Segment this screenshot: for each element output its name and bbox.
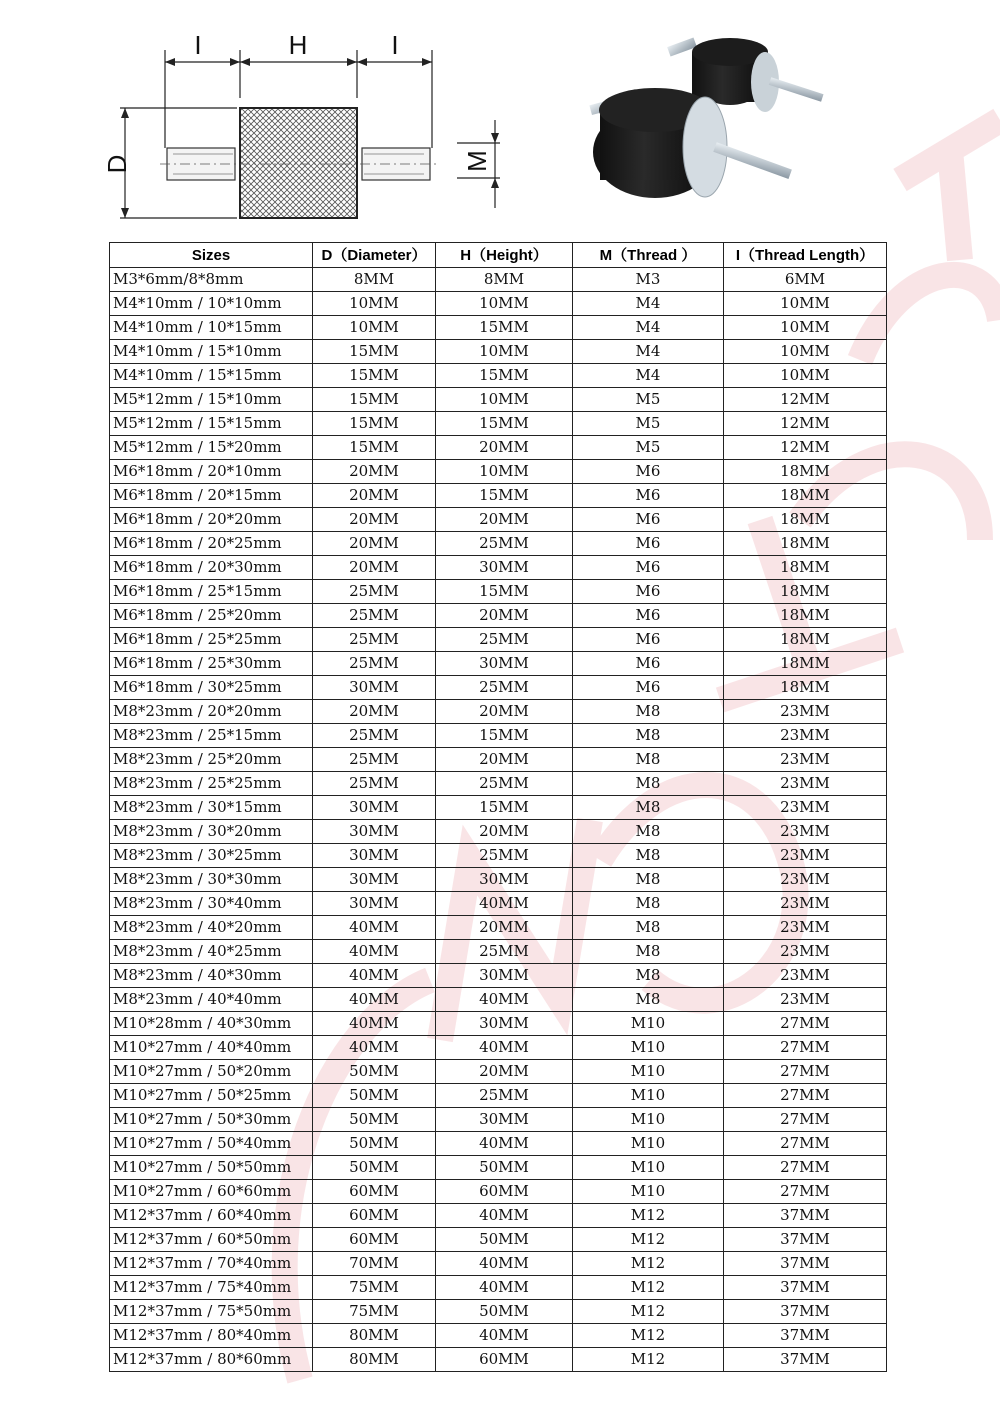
cell-thread-length: 10MM — [724, 316, 887, 340]
cell-thread: M12 — [573, 1300, 724, 1324]
table-row — [110, 772, 887, 796]
table-row — [110, 1180, 887, 1204]
cell-thread: M12 — [573, 1324, 724, 1348]
cell-diameter: 20MM — [313, 508, 436, 532]
cell-thread: M6 — [573, 628, 724, 652]
cell-height: 10MM — [436, 340, 573, 364]
cell-height: 25MM — [436, 940, 573, 964]
table-row — [110, 556, 887, 580]
table-row — [110, 892, 887, 916]
cell-size: M5*12mm / 15*10mm — [110, 388, 313, 412]
cell-thread-length: 23MM — [724, 796, 887, 820]
cell-thread-length: 6MM — [724, 268, 887, 292]
cell-height: 50MM — [436, 1228, 573, 1252]
cell-thread: M6 — [573, 556, 724, 580]
cell-diameter: 25MM — [313, 772, 436, 796]
cell-height: 15MM — [436, 484, 573, 508]
cell-height: 20MM — [436, 604, 573, 628]
cell-size: M8*23mm / 30*30mm — [110, 868, 313, 892]
table-row — [110, 652, 887, 676]
label-m: M — [462, 150, 492, 172]
cell-size: M8*23mm / 20*20mm — [110, 700, 313, 724]
cell-thread-length: 23MM — [724, 724, 887, 748]
cell-diameter: 15MM — [313, 340, 436, 364]
table-row — [110, 988, 887, 1012]
cell-thread: M5 — [573, 436, 724, 460]
table-row — [110, 268, 887, 292]
label-i-left: I — [194, 30, 202, 60]
cell-size: M10*27mm / 50*30mm — [110, 1108, 313, 1132]
cell-diameter: 80MM — [313, 1324, 436, 1348]
cell-thread-length: 27MM — [724, 1108, 887, 1132]
cell-thread-length: 27MM — [724, 1156, 887, 1180]
cell-diameter: 25MM — [313, 652, 436, 676]
cell-thread: M10 — [573, 1180, 724, 1204]
table-row — [110, 1060, 887, 1084]
table-row — [110, 580, 887, 604]
cell-thread-length: 23MM — [724, 820, 887, 844]
dimension-diagram — [95, 28, 515, 233]
table-row — [110, 1132, 887, 1156]
table-row — [110, 460, 887, 484]
cell-height: 40MM — [436, 1276, 573, 1300]
cell-size: M3*6mm/8*8mm — [110, 268, 313, 292]
cell-size: M4*10mm / 10*15mm — [110, 316, 313, 340]
cell-size: M8*23mm / 40*25mm — [110, 940, 313, 964]
cell-size: M12*37mm / 80*60mm — [110, 1348, 313, 1372]
cell-thread: M3 — [573, 268, 724, 292]
cell-height: 10MM — [436, 292, 573, 316]
cell-diameter: 40MM — [313, 916, 436, 940]
cell-diameter: 20MM — [313, 700, 436, 724]
cell-diameter: 50MM — [313, 1108, 436, 1132]
cell-diameter: 30MM — [313, 892, 436, 916]
cell-thread: M6 — [573, 484, 724, 508]
cell-thread-length: 18MM — [724, 484, 887, 508]
cell-thread: M12 — [573, 1276, 724, 1300]
cell-size: M12*37mm / 80*40mm — [110, 1324, 313, 1348]
cell-thread-length: 18MM — [724, 508, 887, 532]
cell-diameter: 10MM — [313, 292, 436, 316]
cell-thread: M4 — [573, 292, 724, 316]
cell-thread-length: 18MM — [724, 628, 887, 652]
cell-diameter: 60MM — [313, 1180, 436, 1204]
cell-thread-length: 27MM — [724, 1180, 887, 1204]
cell-size: M4*10mm / 10*10mm — [110, 292, 313, 316]
cell-thread-length: 37MM — [724, 1348, 887, 1372]
cell-diameter: 70MM — [313, 1252, 436, 1276]
cell-height: 15MM — [436, 412, 573, 436]
label-i-right: I — [391, 30, 399, 60]
cell-thread-length: 23MM — [724, 772, 887, 796]
cell-height: 15MM — [436, 796, 573, 820]
cell-thread-length: 18MM — [724, 676, 887, 700]
cell-diameter: 40MM — [313, 1012, 436, 1036]
cell-thread-length: 23MM — [724, 748, 887, 772]
cell-diameter: 25MM — [313, 628, 436, 652]
cell-thread-length: 23MM — [724, 868, 887, 892]
cell-height: 15MM — [436, 724, 573, 748]
cell-diameter: 40MM — [313, 1036, 436, 1060]
cell-thread-length: 37MM — [724, 1300, 887, 1324]
cell-diameter: 50MM — [313, 1084, 436, 1108]
header-thread: M（Thread ） — [573, 243, 724, 268]
cell-thread: M12 — [573, 1252, 724, 1276]
table-row — [110, 940, 887, 964]
table-row — [110, 724, 887, 748]
cell-height: 20MM — [436, 916, 573, 940]
cell-diameter: 50MM — [313, 1060, 436, 1084]
cell-diameter: 25MM — [313, 724, 436, 748]
table-row — [110, 820, 887, 844]
cell-diameter: 75MM — [313, 1300, 436, 1324]
cell-size: M6*18mm / 20*15mm — [110, 484, 313, 508]
table-row — [110, 436, 887, 460]
cell-diameter: 80MM — [313, 1348, 436, 1372]
cell-size: M12*37mm / 60*50mm — [110, 1228, 313, 1252]
cell-thread-length: 27MM — [724, 1084, 887, 1108]
cell-thread: M8 — [573, 916, 724, 940]
cell-thread: M6 — [573, 460, 724, 484]
table-row — [110, 1084, 887, 1108]
cell-height: 15MM — [436, 364, 573, 388]
table-row — [110, 1252, 887, 1276]
cell-size: M6*18mm / 25*25mm — [110, 628, 313, 652]
cell-height: 30MM — [436, 1012, 573, 1036]
cell-thread-length: 37MM — [724, 1276, 887, 1300]
cell-thread: M8 — [573, 964, 724, 988]
cell-thread-length: 27MM — [724, 1036, 887, 1060]
cell-diameter: 30MM — [313, 676, 436, 700]
cell-thread-length: 23MM — [724, 892, 887, 916]
cell-thread-length: 27MM — [724, 1060, 887, 1084]
cell-thread-length: 18MM — [724, 460, 887, 484]
table-row — [110, 700, 887, 724]
table-row — [110, 1012, 887, 1036]
table-row — [110, 532, 887, 556]
cell-thread: M6 — [573, 508, 724, 532]
cell-thread-length: 37MM — [724, 1252, 887, 1276]
cell-thread: M8 — [573, 748, 724, 772]
cell-size: M12*37mm / 75*40mm — [110, 1276, 313, 1300]
cell-thread-length: 18MM — [724, 604, 887, 628]
cell-thread: M10 — [573, 1084, 724, 1108]
header-diameter: D（Diameter） — [313, 243, 436, 268]
cell-size: M4*10mm / 15*10mm — [110, 340, 313, 364]
cell-height: 40MM — [436, 1036, 573, 1060]
cell-thread-length: 10MM — [724, 364, 887, 388]
cell-thread: M6 — [573, 604, 724, 628]
label-h: H — [288, 30, 308, 60]
cell-thread-length: 18MM — [724, 532, 887, 556]
cell-size: M10*27mm / 60*60mm — [110, 1180, 313, 1204]
table-row — [110, 1324, 887, 1348]
cell-thread-length: 23MM — [724, 964, 887, 988]
cell-thread-length: 12MM — [724, 412, 887, 436]
cell-thread: M8 — [573, 868, 724, 892]
cell-thread: M8 — [573, 724, 724, 748]
table-row — [110, 604, 887, 628]
cell-height: 20MM — [436, 1060, 573, 1084]
cell-thread: M8 — [573, 820, 724, 844]
table-row — [110, 1348, 887, 1372]
table-row — [110, 364, 887, 388]
cell-size: M8*23mm / 30*15mm — [110, 796, 313, 820]
cell-height: 20MM — [436, 508, 573, 532]
cell-size: M6*18mm / 25*30mm — [110, 652, 313, 676]
cell-thread-length: 23MM — [724, 988, 887, 1012]
cell-thread-length: 18MM — [724, 652, 887, 676]
cell-height: 25MM — [436, 628, 573, 652]
cell-thread: M10 — [573, 1060, 724, 1084]
cell-size: M8*23mm / 30*20mm — [110, 820, 313, 844]
table-row — [110, 916, 887, 940]
cell-diameter: 40MM — [313, 964, 436, 988]
cell-thread: M5 — [573, 388, 724, 412]
cell-diameter: 25MM — [313, 748, 436, 772]
cell-height: 30MM — [436, 964, 573, 988]
cell-thread-length: 37MM — [724, 1324, 887, 1348]
cell-thread: M8 — [573, 892, 724, 916]
cell-size: M6*18mm / 20*30mm — [110, 556, 313, 580]
cell-height: 40MM — [436, 1324, 573, 1348]
cell-thread-length: 37MM — [724, 1204, 887, 1228]
cell-thread-length: 12MM — [724, 388, 887, 412]
cell-thread: M12 — [573, 1228, 724, 1252]
cell-size: M6*18mm / 25*20mm — [110, 604, 313, 628]
cell-height: 40MM — [436, 1252, 573, 1276]
cell-thread-length: 10MM — [724, 292, 887, 316]
cell-size: M6*18mm / 25*15mm — [110, 580, 313, 604]
cell-thread: M8 — [573, 844, 724, 868]
label-d: D — [102, 154, 132, 174]
table-row — [110, 508, 887, 532]
cell-thread: M10 — [573, 1156, 724, 1180]
cell-size: M10*27mm / 50*50mm — [110, 1156, 313, 1180]
cell-size: M6*18mm / 20*25mm — [110, 532, 313, 556]
cell-thread: M8 — [573, 940, 724, 964]
cell-size: M8*23mm / 40*40mm — [110, 988, 313, 1012]
cell-height: 60MM — [436, 1180, 573, 1204]
cell-diameter: 30MM — [313, 796, 436, 820]
cell-height: 40MM — [436, 892, 573, 916]
table-row — [110, 1108, 887, 1132]
cell-size: M8*23mm / 30*40mm — [110, 892, 313, 916]
cell-height: 25MM — [436, 532, 573, 556]
table-row — [110, 412, 887, 436]
cell-size: M8*23mm / 25*25mm — [110, 772, 313, 796]
cell-diameter: 8MM — [313, 268, 436, 292]
header-thread-length: I（Thread Length） — [724, 243, 887, 268]
cell-thread: M10 — [573, 1036, 724, 1060]
cell-size: M10*28mm / 40*30mm — [110, 1012, 313, 1036]
cell-diameter: 60MM — [313, 1228, 436, 1252]
cell-size: M10*27mm / 40*40mm — [110, 1036, 313, 1060]
table-row — [110, 292, 887, 316]
cell-diameter: 15MM — [313, 436, 436, 460]
cell-height: 40MM — [436, 1204, 573, 1228]
cell-height: 30MM — [436, 1108, 573, 1132]
cell-thread-length: 12MM — [724, 436, 887, 460]
cell-height: 25MM — [436, 844, 573, 868]
cell-height: 20MM — [436, 820, 573, 844]
cell-height: 30MM — [436, 868, 573, 892]
cell-height: 20MM — [436, 700, 573, 724]
cell-diameter: 30MM — [313, 820, 436, 844]
cell-size: M10*27mm / 50*20mm — [110, 1060, 313, 1084]
cell-thread-length: 27MM — [724, 1132, 887, 1156]
cell-height: 8MM — [436, 268, 573, 292]
table-row — [110, 676, 887, 700]
cell-diameter: 15MM — [313, 388, 436, 412]
cell-thread: M8 — [573, 988, 724, 1012]
table-row — [110, 484, 887, 508]
cell-thread-length: 10MM — [724, 340, 887, 364]
cell-thread: M6 — [573, 580, 724, 604]
header-sizes: Sizes — [110, 243, 313, 268]
table-row — [110, 868, 887, 892]
cell-size: M8*23mm / 40*30mm — [110, 964, 313, 988]
cell-diameter: 20MM — [313, 460, 436, 484]
cell-height: 50MM — [436, 1300, 573, 1324]
cell-diameter: 20MM — [313, 484, 436, 508]
cell-diameter: 25MM — [313, 604, 436, 628]
cell-size: M4*10mm / 15*15mm — [110, 364, 313, 388]
cell-thread: M6 — [573, 676, 724, 700]
product-photo — [560, 22, 860, 227]
cell-size: M6*18mm / 20*20mm — [110, 508, 313, 532]
cell-diameter: 40MM — [313, 988, 436, 1012]
cell-thread-length: 18MM — [724, 580, 887, 604]
cell-thread: M6 — [573, 652, 724, 676]
table-row — [110, 964, 887, 988]
table-row — [110, 340, 887, 364]
table-row — [110, 1204, 887, 1228]
cell-diameter: 25MM — [313, 580, 436, 604]
cell-thread: M5 — [573, 412, 724, 436]
cell-diameter: 60MM — [313, 1204, 436, 1228]
cell-height: 60MM — [436, 1348, 573, 1372]
table-row — [110, 1156, 887, 1180]
cell-height: 15MM — [436, 316, 573, 340]
cell-thread: M10 — [573, 1012, 724, 1036]
cell-height: 30MM — [436, 556, 573, 580]
cell-size: M10*27mm / 50*40mm — [110, 1132, 313, 1156]
cell-height: 25MM — [436, 676, 573, 700]
cell-thread: M12 — [573, 1204, 724, 1228]
table-row — [110, 628, 887, 652]
table-row — [110, 1276, 887, 1300]
cell-size: M8*23mm / 30*25mm — [110, 844, 313, 868]
cell-diameter: 30MM — [313, 868, 436, 892]
table-row — [110, 748, 887, 772]
table-row — [110, 844, 887, 868]
cell-thread: M10 — [573, 1108, 724, 1132]
table-row — [110, 1300, 887, 1324]
cell-thread-length: 23MM — [724, 916, 887, 940]
cell-diameter: 50MM — [313, 1132, 436, 1156]
cell-diameter: 30MM — [313, 844, 436, 868]
cell-diameter: 50MM — [313, 1156, 436, 1180]
cell-thread: M10 — [573, 1132, 724, 1156]
cell-thread: M8 — [573, 796, 724, 820]
cell-height: 10MM — [436, 388, 573, 412]
cell-height: 20MM — [436, 436, 573, 460]
cell-thread-length: 23MM — [724, 700, 887, 724]
cell-thread: M4 — [573, 316, 724, 340]
cell-thread-length: 27MM — [724, 1012, 887, 1036]
cell-size: M6*18mm / 20*10mm — [110, 460, 313, 484]
table-row — [110, 1228, 887, 1252]
cell-thread: M8 — [573, 772, 724, 796]
table-header-row — [110, 243, 887, 268]
cell-thread-length: 23MM — [724, 844, 887, 868]
cell-height: 30MM — [436, 652, 573, 676]
table-row — [110, 388, 887, 412]
cell-thread: M4 — [573, 364, 724, 388]
cell-height: 20MM — [436, 748, 573, 772]
cell-height: 25MM — [436, 772, 573, 796]
cell-size: M8*23mm / 40*20mm — [110, 916, 313, 940]
cell-thread-length: 23MM — [724, 940, 887, 964]
cell-size: M6*18mm / 30*25mm — [110, 676, 313, 700]
table-row — [110, 1036, 887, 1060]
cell-thread: M6 — [573, 532, 724, 556]
cell-thread: M12 — [573, 1348, 724, 1372]
cell-thread: M4 — [573, 340, 724, 364]
cell-size: M8*23mm / 25*15mm — [110, 724, 313, 748]
cell-diameter: 15MM — [313, 412, 436, 436]
cell-thread-length: 18MM — [724, 556, 887, 580]
cell-height: 40MM — [436, 988, 573, 1012]
cell-size: M5*12mm / 15*20mm — [110, 436, 313, 460]
cell-diameter: 20MM — [313, 532, 436, 556]
cell-size: M5*12mm / 15*15mm — [110, 412, 313, 436]
cell-height: 25MM — [436, 1084, 573, 1108]
cell-size: M10*27mm / 50*25mm — [110, 1084, 313, 1108]
size-table — [109, 242, 887, 1372]
cell-size: M12*37mm / 60*40mm — [110, 1204, 313, 1228]
cell-diameter: 10MM — [313, 316, 436, 340]
cell-diameter: 20MM — [313, 556, 436, 580]
header-height: H（Height） — [436, 243, 573, 268]
cell-height: 10MM — [436, 460, 573, 484]
cell-height: 40MM — [436, 1132, 573, 1156]
cell-height: 50MM — [436, 1156, 573, 1180]
table-row — [110, 316, 887, 340]
cell-thread: M8 — [573, 700, 724, 724]
cell-size: M8*23mm / 25*20mm — [110, 748, 313, 772]
cell-diameter: 40MM — [313, 940, 436, 964]
table-row — [110, 796, 887, 820]
cell-thread-length: 37MM — [724, 1228, 887, 1252]
cell-diameter: 75MM — [313, 1276, 436, 1300]
cell-size: M12*37mm / 70*40mm — [110, 1252, 313, 1276]
cell-size: M12*37mm / 75*50mm — [110, 1300, 313, 1324]
cell-height: 15MM — [436, 580, 573, 604]
cell-diameter: 15MM — [313, 364, 436, 388]
